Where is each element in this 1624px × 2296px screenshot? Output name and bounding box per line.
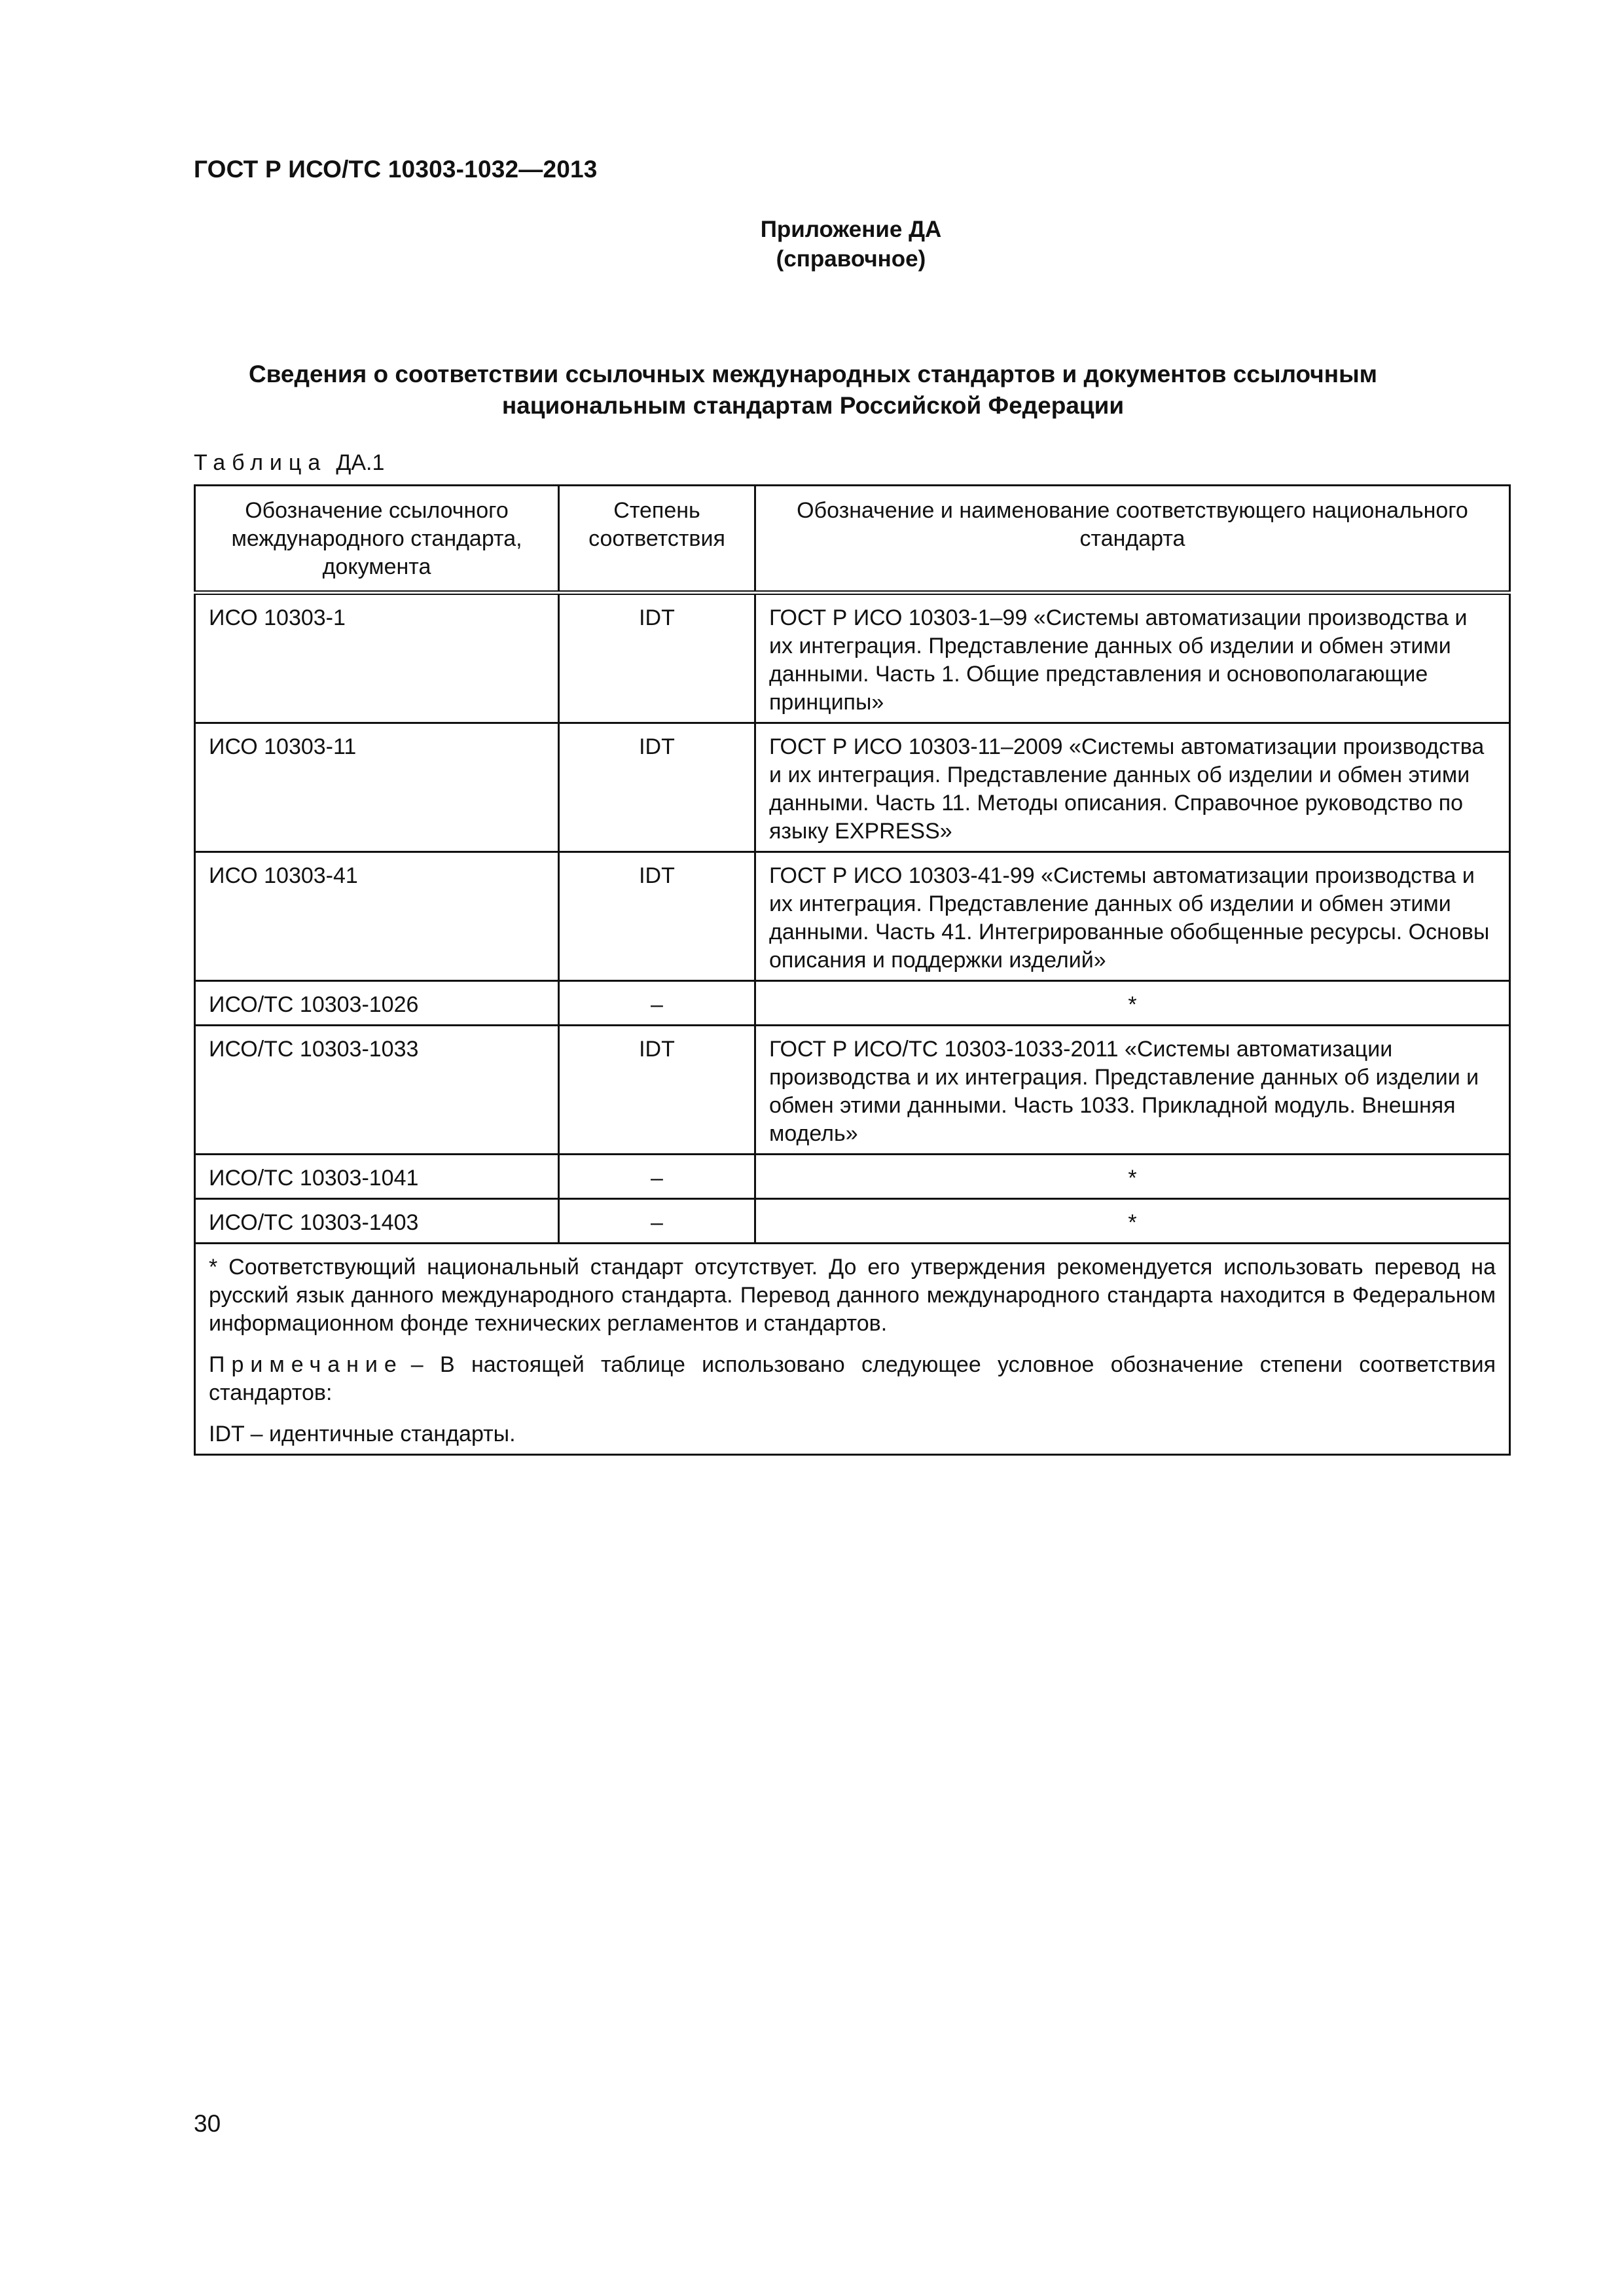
table-note (209, 1351, 1496, 1407)
cell-degree: IDT (559, 723, 755, 852)
table-row (195, 852, 1510, 981)
table-caption (194, 450, 384, 476)
table-row (195, 723, 1510, 852)
cell-national: * (755, 1155, 1510, 1199)
cell-national: ГОСТ Р ИСО/ТС 10303-1033-2011 «Системы автоматизации производства и их интеграция. Представление данных об изделии и обмен этими данными. Часть 1033. Прикладной модуль. Внешняя модель» (755, 1026, 1510, 1155)
cell-reference: ИСО/ТС 10303-1033 (195, 1026, 559, 1155)
cell-reference: ИСО 10303-1 (195, 593, 559, 723)
document-code: ГОСТ Р ИСО/ТС 10303-1032—2013 (194, 156, 598, 183)
table-row (195, 593, 1510, 723)
cell-reference: ИСО 10303-11 (195, 723, 559, 852)
heading-line-1: Сведения о соответствии ссылочных международных стандартов и документов ссылочным (248, 361, 1378, 387)
cell-national: ГОСТ Р ИСО 10303-41-99 «Системы автоматизации производства и их интеграция. Представление данных об изделии и обмен этими данными. Часть 41. Интегрированные обобщенные ресурсы. Основы описания и поддержки изделий» (755, 852, 1510, 981)
table-footer-row (195, 1244, 1510, 1455)
cell-national: * (755, 1199, 1510, 1244)
table-caption-label: Таблица (194, 450, 327, 475)
table-row (195, 1026, 1510, 1155)
table-row (195, 981, 1510, 1026)
cell-national: ГОСТ Р ИСО 10303-11–2009 «Системы автоматизации производства и их интеграция. Представление данных об изделии и обмен этими данными. Часть 11. Методы описания. Справочное руководство по языку EXPRESS» (755, 723, 1510, 852)
page-number: 30 (194, 2110, 221, 2137)
column-header-national: Обозначение и наименование соответствующего национального стандарта (755, 486, 1510, 593)
section-heading (194, 359, 1432, 422)
cell-degree: IDT (559, 1026, 755, 1155)
appendix-block (0, 215, 1624, 274)
cell-reference: ИСО/ТС 10303-1403 (195, 1199, 559, 1244)
table-header-row (195, 486, 1510, 593)
column-header-reference: Обозначение ссылочного международного стандарта, документа (195, 486, 559, 593)
cell-national: ГОСТ Р ИСО 10303-1–99 «Системы автоматизации производства и их интеграция. Представление данных об изделии и обмен этими данными. Часть 1. Общие представления и основополагающие принципы» (755, 593, 1510, 723)
table-row (195, 1199, 1510, 1244)
column-header-degree: Степень соответствия (559, 486, 755, 593)
note-text: – В настоящей таблице использовано следующее условное обозначение степени соответствия стандартов: (209, 1352, 1496, 1405)
correspondence-table (194, 484, 1511, 1456)
table-footnote-cell (195, 1244, 1510, 1455)
note-label: Примечание (209, 1352, 403, 1377)
cell-degree: – (559, 981, 755, 1026)
cell-reference: ИСО/ТС 10303-1026 (195, 981, 559, 1026)
heading-line-2: национальным стандартам Российской Федерации (501, 392, 1125, 419)
table-caption-number: ДА.1 (336, 450, 385, 475)
cell-degree: IDT (559, 593, 755, 723)
table-row (195, 1155, 1510, 1199)
legend-text: IDT – идентичные стандарты. (209, 1422, 516, 1446)
cell-degree: – (559, 1155, 755, 1199)
appendix-subtitle: (справочное) (776, 246, 926, 272)
appendix-title: Приложение ДА (760, 217, 942, 242)
cell-national: * (755, 981, 1510, 1026)
footnote-text: * Соответствующий национальный стандарт отсутствует. До его утверждения рекомендуется использовать перевод на русский язык данного международного стандарта. Перевод данного международного стандарта находится в Федеральном информационном фонде технических регламентов и стандартов. (209, 1255, 1496, 1336)
cell-reference: ИСО/ТС 10303-1041 (195, 1155, 559, 1199)
cell-degree: IDT (559, 852, 755, 981)
cell-degree: – (559, 1199, 755, 1244)
cell-reference: ИСО 10303-41 (195, 852, 559, 981)
